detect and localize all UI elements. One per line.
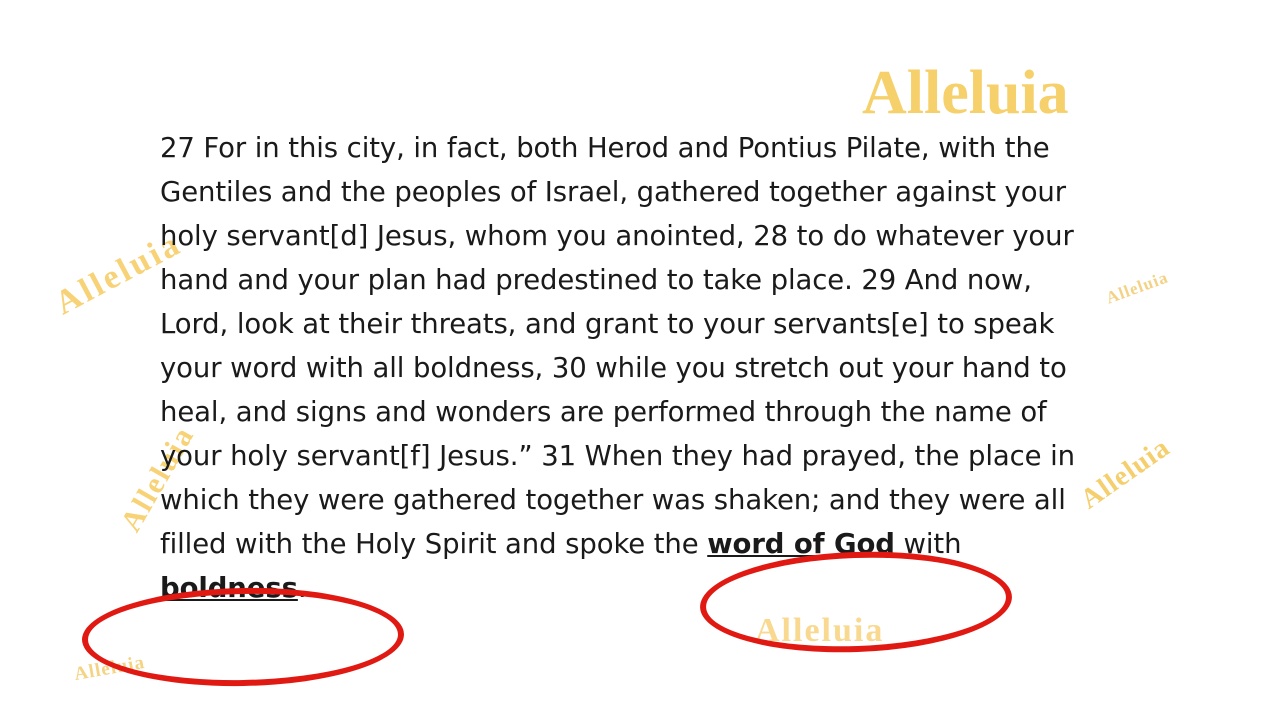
alleluia-watermark-right-small: Alleluia — [1103, 267, 1171, 308]
red-circle-annotation-boldness — [81, 585, 405, 689]
alleluia-watermark-left-middle: Alleluia — [114, 420, 201, 538]
alleluia-watermark-main: Alleluia — [862, 59, 1069, 127]
emphasized-phrase: word of God — [707, 528, 895, 560]
alleluia-watermark-bottom-center: Alleluia — [755, 612, 885, 649]
emphasized-phrase: boldness — [160, 572, 298, 604]
scripture-passage: 27 For in this city, in fact, both Herod and Pontius Pilate, with the Gentiles and the peoples of Israel, gathered together against your holy servant[d] Jesus, whom you anointed, 28 to do whatever your hand and your plan had predestined to take place. 29 And now, Lord, look at their threats, and grant to your servants[e] to speak your word with all boldness, 30 while you stretch out your hand to heal, and signs and wonders are performed through the name of your holy servant[f] Jesus.” 31 When they had prayed, the place in which they were gathered together was shaken; and they were all filled with the Holy Spirit and spoke the word of God with boldness. — [160, 132, 1075, 604]
alleluia-watermark-bottom-left: Alleluia — [72, 651, 147, 686]
alleluia-watermark-left-large: Alleluia — [49, 224, 188, 323]
alleluia-watermark-right-middle: Alleluia — [1074, 431, 1176, 516]
